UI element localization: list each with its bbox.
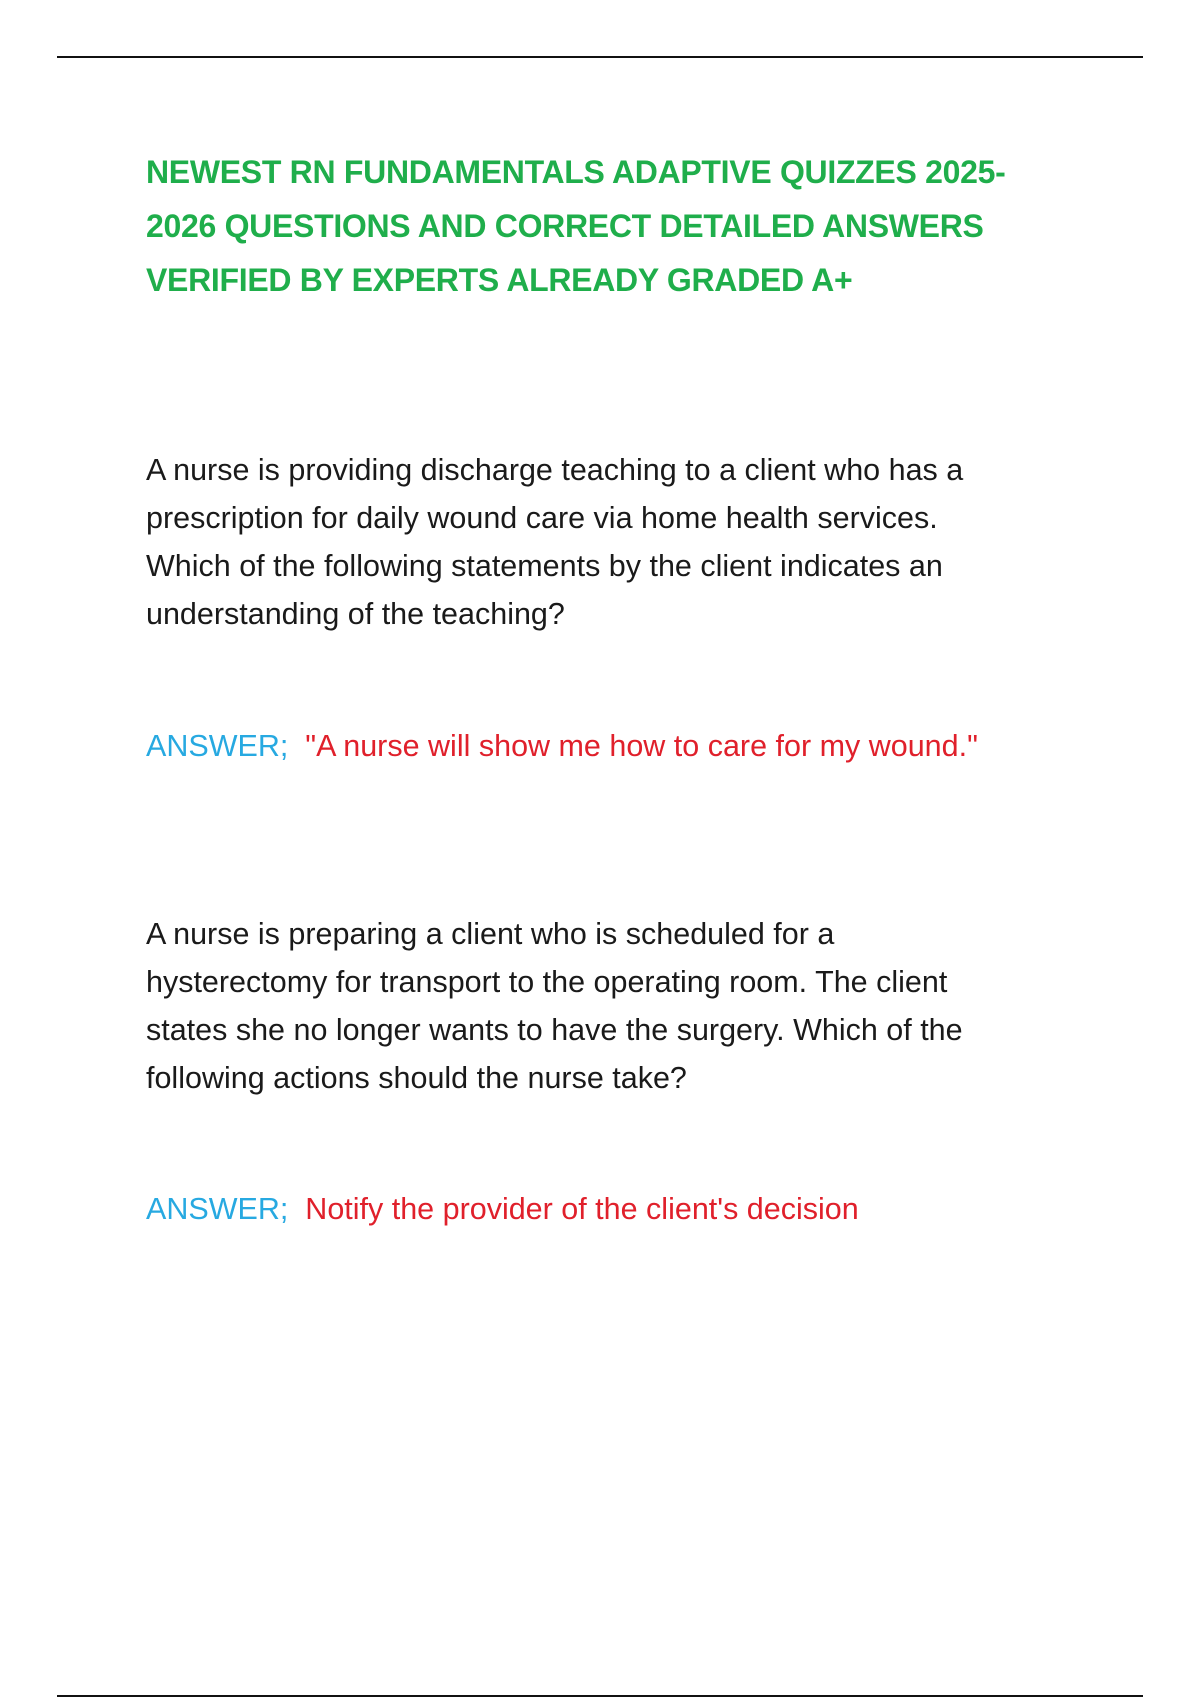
title-line: VERIFIED BY EXPERTS ALREADY GRADED A+ <box>146 262 853 298</box>
question-line: understanding of the teaching? <box>146 597 565 631</box>
question-line: states she no longer wants to have the surgery. Which of the <box>146 1013 963 1047</box>
bottom-divider <box>57 1695 1143 1697</box>
question-line: hysterectomy for transport to the operating room. The client <box>146 965 948 999</box>
question-line: A nurse is providing discharge teaching to a client who has a <box>146 453 964 487</box>
title-line: NEWEST RN FUNDAMENTALS ADAPTIVE QUIZZES 2025- <box>146 154 1006 190</box>
question-line: A nurse is preparing a client who is scheduled for a <box>146 917 835 951</box>
question-line: prescription for daily wound care via home health services. <box>146 501 938 535</box>
answer-prefix: ANSWER; <box>146 729 289 763</box>
document-body <box>146 145 1106 1226</box>
answer-text: Notify the provider of the client's decision <box>305 1192 859 1226</box>
question-line: following actions should the nurse take? <box>146 1061 687 1095</box>
answer-text: "A nurse will show me how to care for my wound." <box>305 729 978 763</box>
question-1 <box>146 446 963 638</box>
title-line: 2026 QUESTIONS AND CORRECT DETAILED ANSWERS <box>146 208 984 244</box>
answer-prefix: ANSWER; <box>146 1192 289 1226</box>
top-divider <box>57 56 1143 58</box>
answer-2 <box>146 1185 859 1233</box>
question-2 <box>146 910 963 1102</box>
document-title <box>146 145 1106 307</box>
question-line: Which of the following statements by the client indicates an <box>146 549 943 583</box>
answer-1 <box>146 722 978 770</box>
